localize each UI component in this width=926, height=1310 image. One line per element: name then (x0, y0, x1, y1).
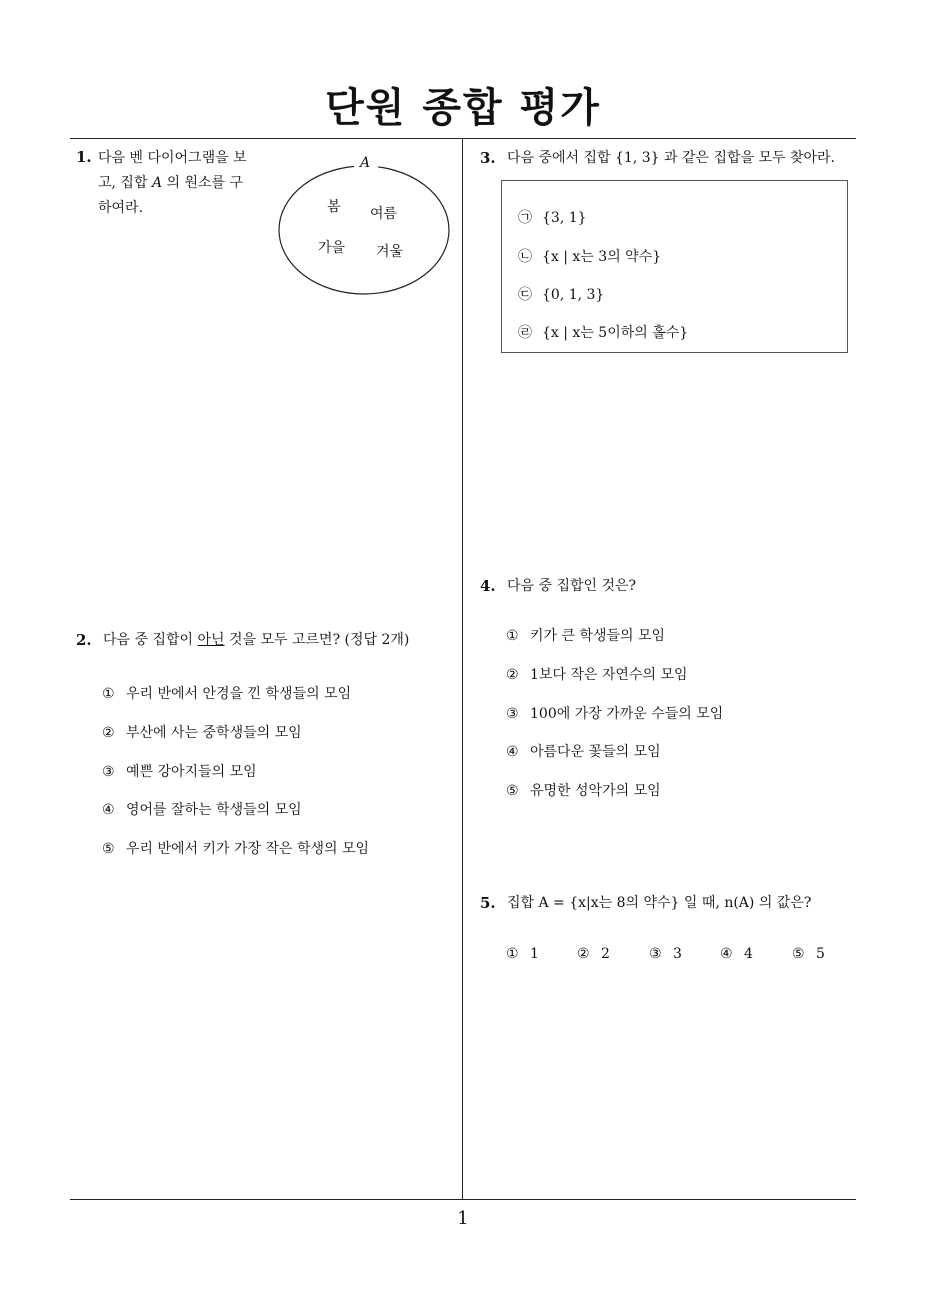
option-text: 부산에 사는 중학생들의 모임 (126, 725, 302, 741)
question-number: 3. (480, 149, 496, 167)
question-text (98, 146, 288, 221)
option-3[interactable] (102, 761, 257, 781)
venn-element: 봄 (327, 199, 341, 215)
venn-set-label: A (360, 155, 371, 171)
question-text (103, 628, 409, 653)
page-number: 1 (457, 1208, 469, 1229)
option-text: 예쁜 강아지들의 모임 (126, 764, 257, 780)
option-mark: ⑤ (506, 783, 519, 799)
option-2[interactable] (102, 722, 302, 742)
option-text: 우리 반에서 키가 가장 작은 학생의 모임 (126, 841, 370, 857)
choice-text: {0, 1, 3} (542, 287, 605, 303)
question-number: 4. (480, 577, 496, 595)
choices-box (501, 180, 848, 353)
option-mark: ⑤ (102, 841, 115, 857)
choice-mark: ㉣ (518, 325, 532, 341)
option-mark: ① (102, 686, 115, 702)
question-text-part: 다음 중 집합이 (103, 632, 198, 648)
question-text-part: 의 원소를 구 (162, 175, 244, 191)
option-text: 1 (530, 946, 539, 962)
question-text-line-3: 하여라. (98, 200, 144, 216)
venn-diagram (276, 150, 452, 300)
option-text: 3 (673, 946, 682, 962)
venn-element: 여름 (370, 206, 398, 222)
option-text: 5 (816, 946, 825, 962)
set-variable: A (151, 175, 163, 191)
choice-mark: ㉠ (518, 210, 532, 226)
choice-text: {x | x는 3의 약수} (542, 249, 662, 265)
top-rule (70, 138, 856, 139)
option-text: 우리 반에서 안경을 낀 학생들의 모임 (126, 686, 352, 702)
question-text-line-1: 다음 벤 다이어그램을 보 (98, 150, 247, 166)
question-number: 1. (76, 148, 92, 166)
option-1[interactable] (506, 625, 665, 645)
choice-text: {x | x는 5이하의 홀수} (542, 325, 689, 341)
option-2[interactable] (506, 664, 688, 684)
option-text: 4 (744, 946, 753, 962)
choice-c[interactable] (518, 284, 604, 304)
option-text: 키가 큰 학생들의 모임 (530, 628, 666, 644)
option-1[interactable] (506, 946, 539, 962)
option-mark: ① (506, 946, 519, 962)
option-3[interactable] (649, 946, 682, 962)
choice-b[interactable] (518, 246, 661, 266)
option-mark: ④ (102, 802, 115, 818)
question-text: 다음 중 집합인 것은? (507, 578, 637, 594)
venn-element: 겨울 (376, 244, 404, 260)
choice-a[interactable] (518, 207, 587, 227)
option-4[interactable] (506, 741, 661, 761)
option-text: 영어를 잘하는 학생들의 모임 (126, 802, 302, 818)
question-text-part: 것을 모두 고르면? (정답 2개) (224, 632, 410, 648)
option-mark: ③ (649, 946, 662, 962)
question-number: 2. (76, 631, 92, 649)
option-4[interactable] (102, 799, 302, 819)
option-mark: ② (506, 667, 519, 683)
page-title: 단원 종합 평가 (325, 85, 601, 131)
venn-ellipse (276, 150, 452, 300)
choice-d[interactable] (518, 322, 688, 342)
option-1[interactable] (102, 683, 351, 703)
column-divider (462, 138, 463, 1200)
question-text: 집합 A = {x|x는 8의 약수} 일 때, n(A) 의 값은? (507, 895, 812, 911)
option-text: 1보다 작은 자연수의 모임 (530, 667, 688, 683)
option-mark: ④ (506, 744, 519, 760)
question-text-line-2 (98, 171, 288, 196)
choice-mark: ㉡ (518, 249, 532, 265)
option-3[interactable] (506, 703, 723, 723)
option-text: 아름다운 꽃들의 모임 (530, 744, 661, 760)
choice-mark: ㉢ (518, 287, 532, 303)
option-mark: ⑤ (792, 946, 805, 962)
option-5[interactable] (506, 780, 661, 800)
bottom-rule (70, 1199, 856, 1200)
option-mark: ③ (506, 706, 519, 722)
option-mark: ① (506, 628, 519, 644)
option-mark: ③ (102, 764, 115, 780)
question-text-part: 고, 집합 (98, 175, 152, 191)
option-text: 유명한 성악가의 모임 (530, 783, 661, 799)
option-mark: ② (577, 946, 590, 962)
venn-element: 가을 (318, 240, 346, 256)
option-mark: ④ (720, 946, 733, 962)
option-5[interactable] (102, 838, 369, 858)
question-number: 5. (480, 894, 496, 912)
option-text: 2 (601, 946, 610, 962)
question-text: 다음 중에서 집합 {1, 3} 과 같은 집합을 모두 찾아라. (507, 150, 836, 166)
option-2[interactable] (577, 946, 610, 962)
option-text: 100에 가장 가까운 수들의 모임 (530, 706, 724, 722)
underlined-word: 아닌 (197, 632, 225, 648)
option-mark: ② (102, 725, 115, 741)
option-4[interactable] (720, 946, 753, 962)
choice-text: {3, 1} (542, 210, 587, 226)
option-5[interactable] (792, 946, 825, 962)
